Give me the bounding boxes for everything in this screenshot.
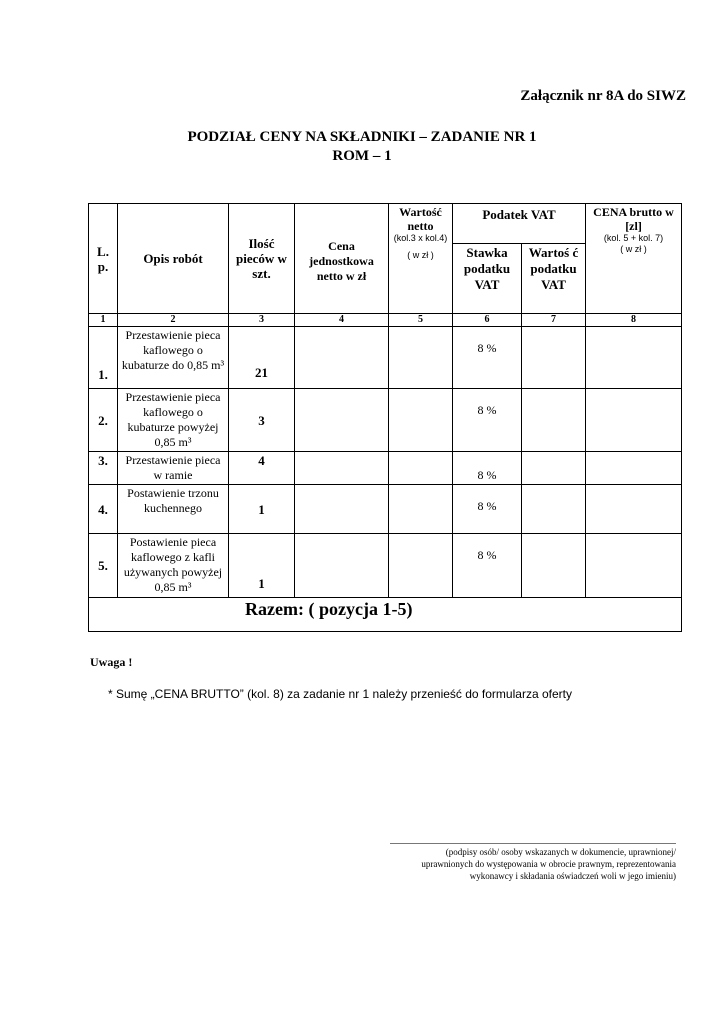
row-lp: 2.	[89, 389, 118, 452]
row-wartosc-podatku	[522, 485, 586, 534]
table-row	[89, 485, 682, 534]
signature-line	[390, 843, 676, 844]
header-cena: Cena jednostkowa netto w zł	[295, 204, 389, 314]
row-wartosc-podatku	[522, 534, 586, 598]
header-podatek: Podatek VAT	[453, 204, 586, 244]
document-title: PODZIAŁ CENY NA SKŁADNIKI – ZADANIE NR 1	[187, 129, 537, 145]
column-number: 8	[586, 314, 682, 327]
row-ilosc: 21	[229, 327, 295, 389]
column-number: 1	[89, 314, 118, 327]
header-wartosc-title: Wartość netto	[399, 205, 442, 233]
row-cena	[295, 452, 389, 485]
row-wartosc	[389, 389, 453, 452]
row-stawka: 8 %	[453, 534, 522, 598]
row-ilosc: 1	[229, 485, 295, 534]
signature-caption-line: wykonawcy i składania oświadczeń woli w jego imieniu)	[469, 871, 676, 881]
row-brutto	[586, 389, 682, 452]
row-stawka: 8 %	[453, 389, 522, 452]
row-cena	[295, 389, 389, 452]
price-breakdown-table	[88, 203, 682, 632]
header-brutto-sub: (kol. 5 + kol. 7)	[603, 233, 664, 243]
row-brutto	[586, 534, 682, 598]
header-wartosc-sub: (kol.3 x kol.4)	[393, 233, 448, 243]
header-stawka: Stawka podatku VAT	[453, 244, 522, 314]
row-cena	[295, 534, 389, 598]
row-wartosc	[389, 452, 453, 485]
row-lp: 5.	[89, 534, 118, 598]
column-number: 5	[389, 314, 453, 327]
table-row	[89, 534, 682, 598]
row-cena	[295, 485, 389, 534]
column-number: 4	[295, 314, 389, 327]
row-opis: Postawienie pieca kaflowego z kafli używanych powyżej 0,85 m³	[118, 534, 229, 598]
table-row	[89, 389, 682, 452]
header-brutto-unit: ( w zł )	[620, 244, 647, 254]
row-brutto	[586, 485, 682, 534]
note-text: * Sumę „CENA BRUTTO” (kol. 8) za zadanie nr 1 należy przenieść do formularza oferty	[108, 687, 572, 701]
row-ilosc: 3	[229, 389, 295, 452]
row-lp: 3.	[89, 452, 118, 485]
table-row	[89, 327, 682, 389]
row-lp: 1.	[89, 327, 118, 389]
document-subtitle: ROM – 1	[332, 148, 392, 164]
row-wartosc	[389, 534, 453, 598]
header-wartosc-podatku: Wartoś ć podatku VAT	[522, 244, 586, 314]
signature-caption-line: (podpisy osób/ osoby wskazanych w dokumencie, uprawnionej/	[445, 847, 676, 857]
row-wartosc-podatku	[522, 389, 586, 452]
row-wartosc	[389, 485, 453, 534]
total-row	[89, 598, 682, 632]
total-label: Razem: ( pozycja 1-5)	[89, 598, 682, 632]
row-stawka: 8 %	[453, 485, 522, 534]
row-cena	[295, 327, 389, 389]
row-ilosc: 4	[229, 452, 295, 485]
row-stawka: 8 %	[453, 452, 522, 485]
row-opis: Postawienie trzonu kuchennego	[118, 485, 229, 534]
row-brutto	[586, 452, 682, 485]
annex-label: Załącznik nr 8A do SIWZ	[520, 88, 686, 104]
row-opis: Przestawienie pieca w ramie	[118, 452, 229, 485]
column-number-row	[89, 314, 682, 327]
header-opis: Opis robót	[118, 204, 229, 314]
signature-caption	[376, 846, 676, 882]
note-heading: Uwaga !	[90, 655, 133, 669]
row-wartosc	[389, 327, 453, 389]
column-number: 3	[229, 314, 295, 327]
column-number: 6	[453, 314, 522, 327]
header-lp: L. p.	[89, 204, 118, 314]
table-row	[89, 452, 682, 485]
header-wartosc	[389, 204, 453, 314]
row-opis: Przestawienie pieca kaflowego o kubaturze powyżej 0,85 m³	[118, 389, 229, 452]
row-brutto	[586, 327, 682, 389]
signature-caption-line: uprawnionych do występowania w obrocie prawnym, reprezentowania	[421, 859, 676, 869]
row-ilosc: 1	[229, 534, 295, 598]
column-number: 7	[522, 314, 586, 327]
header-ilosc: Ilość pieców w szt.	[229, 204, 295, 314]
header-wartosc-unit: ( w zł )	[407, 250, 434, 260]
row-wartosc-podatku	[522, 327, 586, 389]
header-brutto-title: CENA brutto w [zl]	[593, 205, 674, 233]
row-wartosc-podatku	[522, 452, 586, 485]
row-opis: Przestawienie pieca kaflowego o kubaturze do 0,85 m³	[118, 327, 229, 389]
row-stawka: 8 %	[453, 327, 522, 389]
row-lp: 4.	[89, 485, 118, 534]
column-number: 2	[118, 314, 229, 327]
header-brutto	[586, 204, 682, 314]
